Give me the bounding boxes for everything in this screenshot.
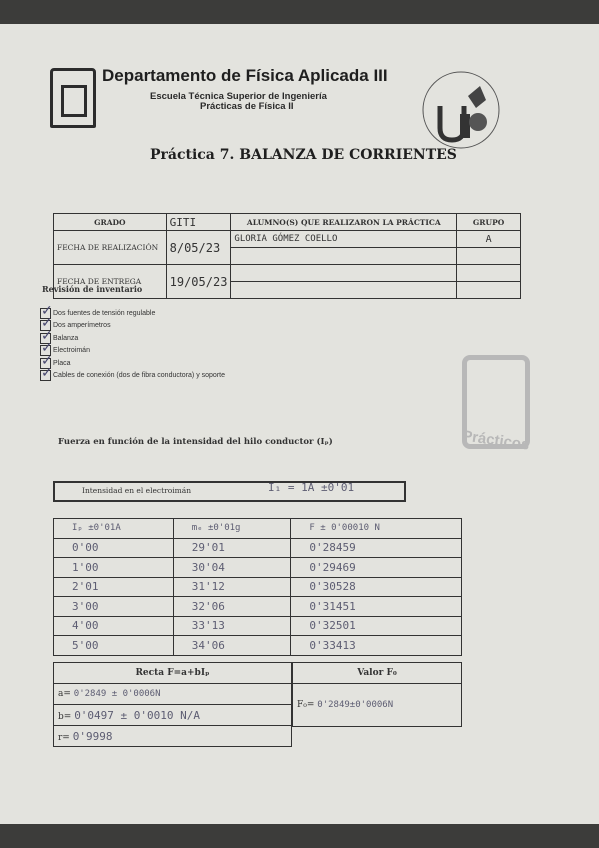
linear-fit-table	[53, 662, 292, 747]
r-label: r=	[58, 732, 70, 743]
grado-label: GRADO	[54, 214, 167, 231]
table-row: 4'00 33'13 0'32501	[54, 616, 462, 636]
grupo-empty-row	[457, 282, 521, 299]
a-label: a=	[58, 689, 71, 699]
grupo-empty-row	[457, 248, 521, 265]
table-row: 3'00 32'06 0'31451	[54, 597, 462, 617]
student-empty-row	[231, 265, 457, 282]
grado-value: GITI	[166, 214, 231, 231]
checkbox-checked-icon[interactable]: ✓	[41, 365, 53, 382]
f0-value-label: F₀=	[297, 700, 315, 710]
school-name: Escuela Técnica Superior de Ingeniería	[150, 91, 327, 102]
fecha-entrega-value: 19/05/23	[166, 265, 231, 299]
course-name: Prácticas de Física II	[200, 101, 294, 112]
checkbox-checked-icon[interactable]: ✓	[41, 302, 53, 319]
university-seal-icon	[420, 66, 502, 154]
student-empty-row	[231, 282, 457, 299]
table-header: Iₚ ±0'01A	[54, 519, 174, 539]
a-value: 0'2849 ± 0'0006N	[73, 689, 161, 699]
checkbox-checked-icon[interactable]: ✓	[41, 315, 53, 332]
inventory-item[interactable]: ✓ Cables de conexión (dos de fibra conductora) y soporte	[41, 365, 225, 382]
f0-value: 0'2849±0'0006N	[317, 700, 394, 710]
watermark-text: Prácticos	[461, 427, 531, 454]
inventory-title: Revisión de inventario	[42, 284, 143, 294]
checkbox-checked-icon[interactable]: ✓	[41, 340, 53, 357]
inventory-item[interactable]: ✓ Balanza	[41, 327, 79, 344]
student-name: GLORIA GÓMEZ COELLO	[231, 231, 457, 248]
checkbox-checked-icon[interactable]: ✓	[41, 327, 53, 344]
recta-label: Recta F=a+bIₚ	[54, 663, 292, 684]
intensity-label: Intensidad en el electroimán	[82, 486, 192, 495]
inventory-item[interactable]: ✓ Placa	[41, 352, 71, 369]
r-value: 0'9998	[72, 729, 113, 743]
table-header: F ± 0'00010 N	[291, 519, 462, 539]
inventory-item[interactable]: ✓ Electroimán	[41, 340, 90, 357]
table-row: 5'00 34'06 0'33413	[54, 636, 462, 656]
fecha-entrega-label: FECHA DE ENTREGA	[54, 265, 167, 299]
grupo-value: A	[457, 231, 521, 248]
checkbox-checked-icon[interactable]: ✓	[41, 352, 53, 369]
grupo-label: GRUPO	[457, 214, 521, 231]
fecha-realizacion-value: 8/05/23	[166, 231, 231, 265]
university-logo-icon	[50, 68, 96, 128]
table-row: 0'00 29'01 0'28459	[54, 538, 462, 558]
page-title: Práctica 7. BALANZA DE CORRIENTES	[150, 147, 457, 163]
table-header: mₑ ±0'01g	[173, 519, 291, 539]
b-value: 0'0497 ± 0'0010 N/A	[74, 708, 201, 722]
inventory-item[interactable]: ✓ Dos fuentes de tensión regulable	[41, 302, 156, 319]
department-title: Departamento de Física Aplicada III	[102, 66, 388, 85]
inventory-item[interactable]: ✓ Dos amperímetros	[41, 315, 111, 332]
section-title: Fuerza en función de la intensidad del hilo conductor (Iₚ)	[58, 437, 333, 447]
intensity-value: I₁ = 1A ±0'01	[268, 481, 355, 494]
table-row: 1'00 30'04 0'29469	[54, 558, 462, 578]
f0-label: Valor F₀	[293, 663, 462, 684]
inventory-checklist	[40, 302, 225, 382]
f0-table	[292, 662, 462, 727]
fecha-realizacion-label: FECHA DE REALIZACIÓN	[54, 231, 167, 265]
alumnos-label: ALUMNO(S) QUE REALIZARON LA PRÁCTICA	[231, 214, 457, 231]
b-label: b=	[58, 711, 72, 722]
student-empty-row	[231, 248, 457, 265]
table-row: 2'01 31'12 0'30528	[54, 577, 462, 597]
data-table	[53, 518, 462, 656]
grupo-empty-row	[457, 265, 521, 282]
